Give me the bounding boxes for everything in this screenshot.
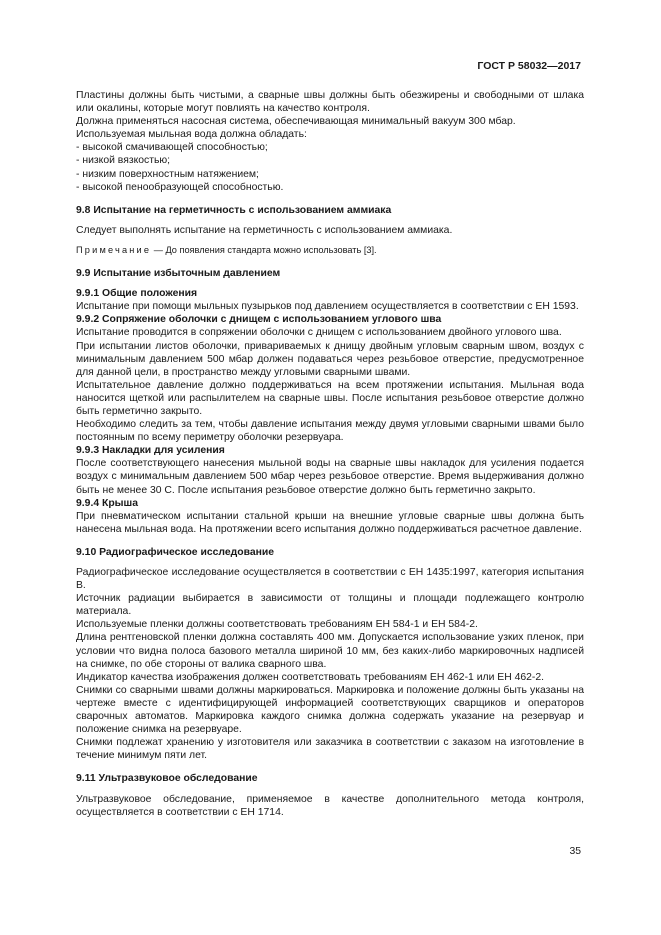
paragraph: Снимки подлежат хранению у изготовителя или заказчика в соответствии с заказом на изготовление в течение минимум пяти лет. — [76, 737, 584, 762]
note — [76, 244, 584, 257]
subsection-heading: 9.9.4 Крыша — [76, 497, 138, 509]
paragraph: Необходимо следить за тем, чтобы давление испытания между двумя угловыми сварными швами было постоянным по всему периметру оболочки резервуара. — [76, 419, 584, 444]
section-heading: 9.8 Испытание на герметичность с использованием аммиака — [76, 204, 392, 216]
paragraph: Индикатор качества изображения должен соответствовать требованиям ЕН 462-1 или ЕН 462-2. — [76, 671, 545, 683]
paragraph: Используемая мыльная вода должна обладать: — [76, 129, 307, 141]
paragraph: Снимки со сварными швами должны маркироваться. Маркировка и положение должны быть указаны на чертеже вместе с идентифицирующей информацией соответствующих сварщиков и операторов сварочных автоматов. Маркировка каждого снимка должна содержать указание на резервуар и положение снимка на резервуаре. — [76, 684, 584, 736]
note-label: Примечание — [76, 244, 152, 255]
paragraph: После соответствующего нанесения мыльной воды на сварные швы накладок для усиления подается воздух с минимальным давлением 500 мбар через резьбовое отверстие. Время выдерживания должно быть не менее 30 С. После испытания резьбовое отверстие должно быть герметично закрыто. — [76, 458, 584, 496]
paragraph: Испытание проводится в сопряжении оболочки с днищем с использованием двойного углового шва. — [76, 327, 562, 339]
standard-number: ГОСТ Р 58032—2017 — [477, 60, 581, 72]
subsection-heading: 9.9.2 Сопряжение оболочки с днищем с использованием углового шва — [76, 314, 442, 326]
section-heading: 9.9 Испытание избыточным давлением — [76, 268, 281, 280]
section-heading: 9.10 Радиографическое исследование — [76, 546, 275, 558]
paragraph: Радиографическое исследование осуществляется в соответствии с ЕН 1435:1997, категория испытания В. — [76, 567, 584, 592]
paragraph: Ультразвуковое обследование, применяемое в качестве дополнительного метода контроля, осуществляется в соответствии с ЕН 1714. — [76, 793, 584, 818]
subsection-heading: 9.9.1 Общие положения — [76, 288, 198, 300]
paragraph: Используемые пленки должны соответствовать требованиям ЕН 584-1 и ЕН 584-2. — [76, 619, 478, 631]
list-item: - низким поверхностным натяжением; — [76, 168, 259, 180]
note-text: — До появления стандарта можно использовать [3]. — [151, 244, 377, 255]
page-number: 35 — [569, 846, 581, 857]
list-item: - высокой смачивающей способностью; — [76, 142, 268, 154]
list-item: - высокой пенообразующей способностью. — [76, 181, 284, 193]
paragraph: Испытательное давление должно поддерживаться на всем протяжении испытания. Мыльная вода наносится щеткой или распылителем на сварные швы. После испытания резьбовое отверстие должно быть герметично закрыто. — [76, 379, 584, 417]
paragraph: Следует выполнять испытание на герметичность с использованием аммиака. — [76, 224, 453, 236]
paragraph: Длина рентгеновской пленки должна составлять 400 мм. Допускается использование узких пленок, при условии что видна полоса базового металла шириной 10 мм, без каких-либо маркировочных надписей на снимке, по обе стороны от валика сварного шва. — [76, 632, 584, 670]
paragraph: При испытании листов оболочки, привариваемых к днищу двойным угловым сварным швом, воздух с минимальным давлением 500 мбар должен подаваться через резьбовое отверстие, предусмотренное для данной цели, в пространство между угловыми сварными швами. — [76, 340, 584, 378]
subsection-heading: 9.9.3 Накладки для усиления — [76, 445, 225, 457]
section-heading: 9.11 Ультразвуковое обследование — [76, 773, 258, 785]
paragraph: При пневматическом испытании стальной крыши на внешние угловые сварные швы должна быть нанесена мыльная вода. На протяжении всего испытания должно поддерживаться расчетное давление. — [76, 510, 584, 535]
paragraph — [76, 89, 584, 115]
page-content — [76, 89, 584, 819]
paragraph: Испытание при помощи мыльных пузырьков под давлением осуществляется в соответствии с ЕН 1593. — [76, 301, 579, 313]
paragraph: Источник радиации выбирается в зависимости от толщины и площади подлежащего контролю материала. — [76, 593, 584, 618]
paragraph-text: Пластины должны быть чистыми, а сварные швы должны быть обезжирены и свободными от шлака или окалины, которые могут повлиять на качество контроля. — [76, 90, 584, 115]
list-item: - низкой вязкостью; — [76, 155, 171, 167]
paragraph: Должна применяться насосная система, обеспечивающая минимальный вакуум 300 мбар. — [76, 116, 516, 128]
